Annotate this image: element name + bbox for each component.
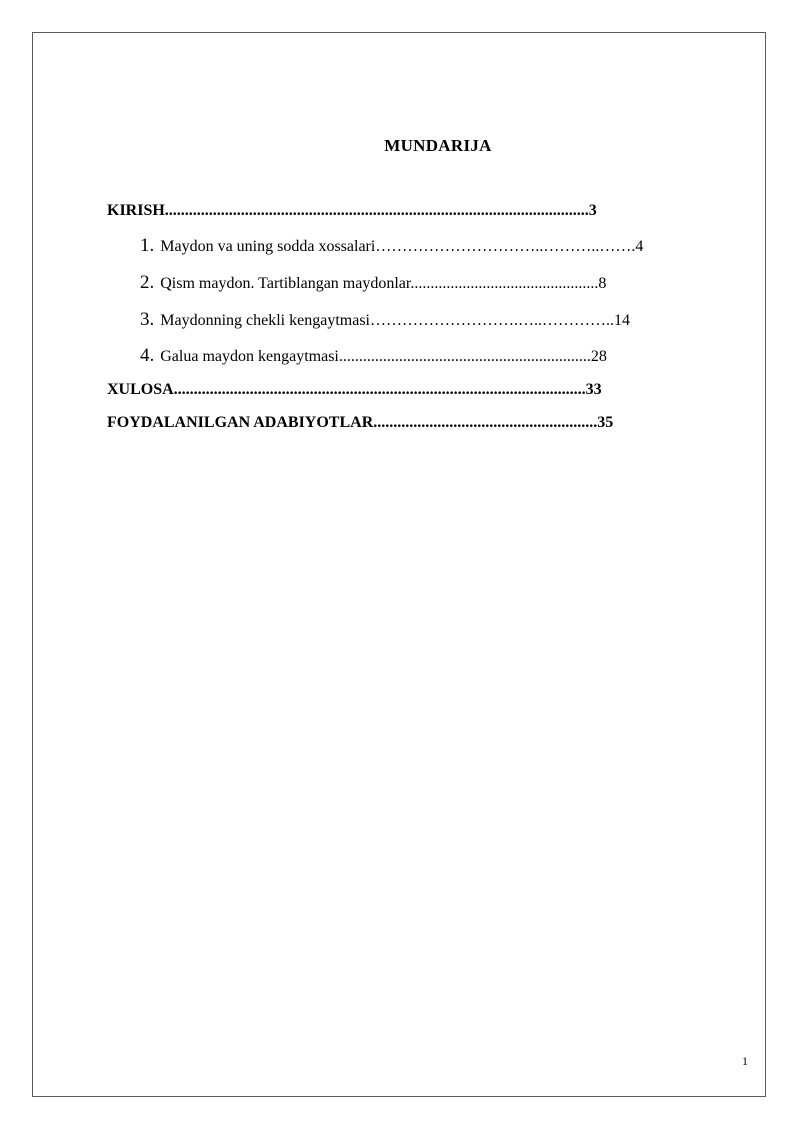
toc-entry-text: Maydonning chekli kengaytmasi……………………….…..…………..14 — [160, 312, 630, 329]
toc-entry-4 — [140, 345, 607, 367]
toc-entry-3 — [140, 309, 630, 331]
toc-entry-text: Maydon va uning sodda xossalari…………………………..………..…….4 — [160, 238, 644, 255]
page-number: 1 — [742, 1054, 748, 1068]
page-border — [32, 32, 766, 1097]
toc-entry-kirish: KIRISH..........................................................................................................3 — [107, 202, 597, 219]
toc-entry-2 — [140, 272, 606, 294]
toc-entry-number: 3. — [140, 309, 155, 330]
toc-entry-text: Qism maydon. Tartiblangan maydonlar...............................................8 — [160, 275, 607, 292]
toc-entry-number: 1. — [140, 235, 155, 256]
toc-entry-number: 2. — [140, 272, 155, 293]
toc-entry-xulosa: XULOSA.......................................................................................................33 — [107, 381, 602, 398]
toc-entry-adabiyotlar: FOYDALANILGAN ADABIYOTLAR........................................................35 — [107, 414, 614, 431]
toc-title: MUNDARIJA — [384, 136, 492, 155]
toc-entry-text: Galua maydon kengaytmasi...............................................................28 — [160, 348, 607, 365]
toc-entry-number: 4. — [140, 345, 155, 366]
toc-entry-1 — [140, 235, 643, 257]
